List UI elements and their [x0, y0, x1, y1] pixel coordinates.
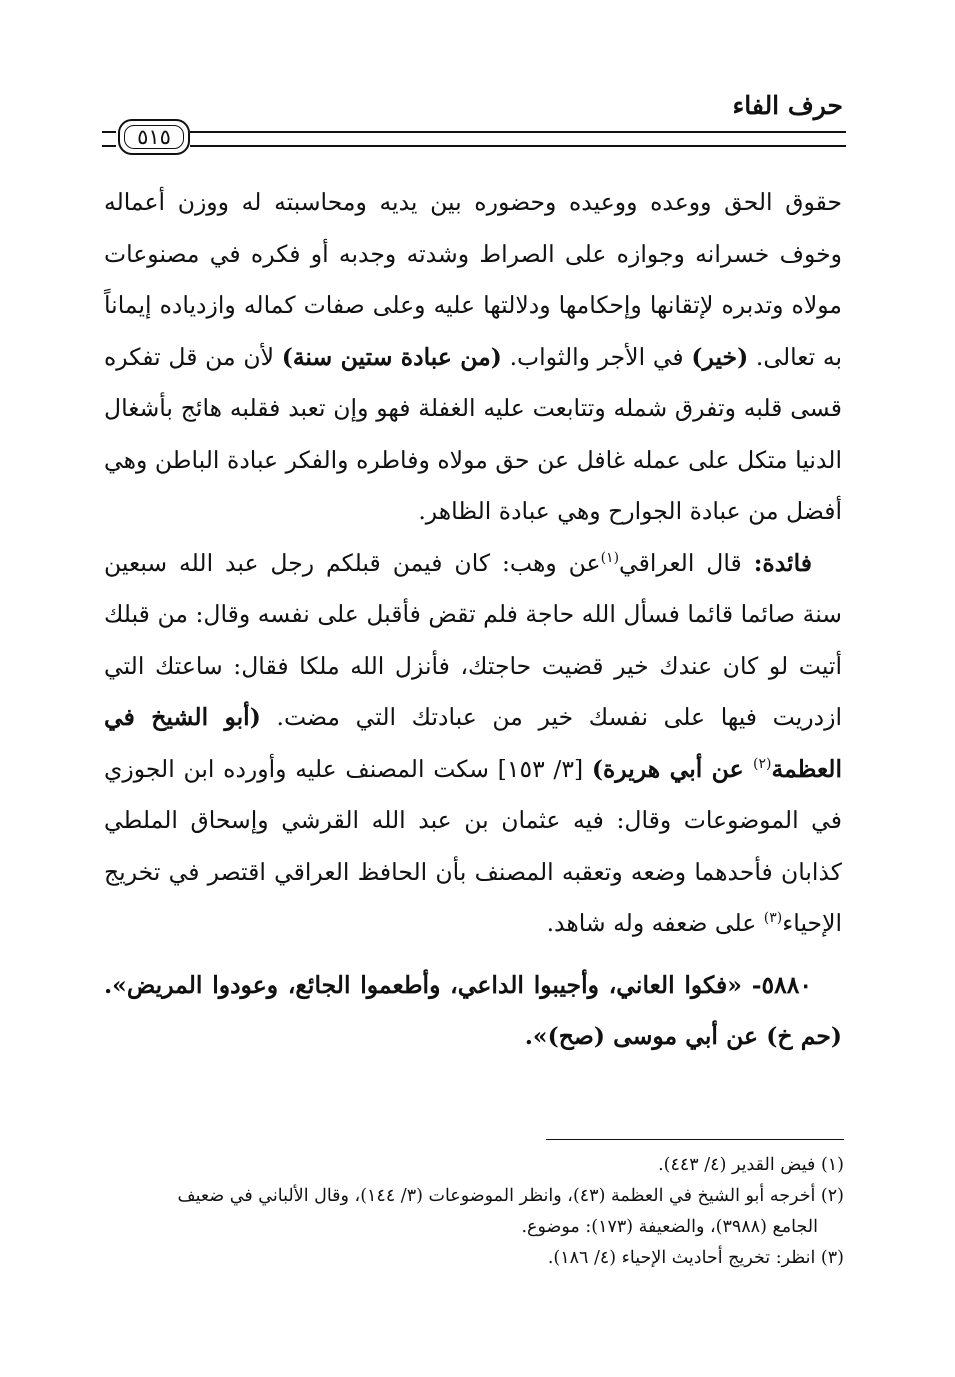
bold-phrase: عن أبي هريرة) — [591, 754, 754, 783]
page-number-frame — [118, 119, 190, 155]
main-text — [104, 177, 842, 1063]
page-number: ٥١٥ — [137, 125, 171, 149]
header-double-rule-left — [102, 131, 116, 147]
text-run: حقوق الحق ووعده ووعيده وحضوره بين يديه ومحاسبته له ووزن أعماله وخوف خسرانه وجوازه على الصراط وشدته وجدبه أو فكره في مصنوعات مولاه وتدبره لإتقانها وإحكامها ودلالتها عليه وعلى صفات كماله وازدياده إيماناً به تعالى. — [104, 188, 843, 371]
text-run: على ضعفه وله شاهد. — [546, 909, 764, 937]
text-run: في الأجر والثواب. — [501, 342, 692, 371]
text-run: قال العراقي — [619, 548, 754, 577]
footnote-ref[interactable]: (١) — [600, 549, 620, 566]
footnote-separator — [546, 1139, 844, 1140]
footnotes — [104, 1150, 844, 1274]
faida-label: فائدة: — [753, 548, 812, 577]
footnote-3: (٣) انظر: تخريج أحاديث الإحياء (٤/ ١٨٦). — [547, 1248, 844, 1268]
text-run: عن وهب: كان فيمن قبلكم رجل عبد الله سبعين سنة صائما قائما فسأل الله حاجة فلم تقض فأقبل على نفسه وقال: من قبلك أتيت لو كان عندك خير قضيت حاجتك، فأنزل الله ملكا فقال: ساعتك التي ازدريت فيها على نفسك خير من عبادتك التي مضت. — [104, 548, 842, 731]
bold-phrase: (من عبادة ستين سنة) — [281, 342, 502, 371]
footnote-ref[interactable]: (٢) — [753, 755, 772, 772]
footnote-ref[interactable]: (٣) — [763, 910, 783, 926]
bold-phrase: (خير) — [691, 342, 749, 371]
text-run: [٣/ ١٥٣] سكت المصنف عليه وأورده ابن الجوزي في الموضوعات وقال: فيه عثمان بن عبد الله القرشي وإسحاق الملطي كذابان فأحدهما وضعه وتعقبه المصنف بأن الحافظ العراقي اقتصر في تخريج الإحياء — [104, 754, 842, 937]
hadith-entry — [104, 960, 842, 1063]
text-run: لأن من قل تفكره قسى قلبه وتفرق شمله وتتابعت عليه الغفلة فهو وإن تعبد فقلبه هائج بأشغال الدنيا متكل على عمله غافل عن حق مولاه وفاطره والفكر عبادة الباطن وهي أفضل من عبادة الجوارح وهي عبادة الظاهر. — [104, 342, 842, 525]
paragraph-faida — [104, 538, 842, 950]
footnote-2-continued: الجامع (٣٩٨٨)، والضعيفة (١٧٣): موضوع. — [521, 1217, 818, 1237]
bold-phrase: (أبو الشيخ في العظمة — [104, 703, 842, 783]
footnote-2: (٢) أخرجه أبو الشيخ في العظمة (٤٣)، وانظر الموضوعات (٣/ ١٤٤)، وقال الألباني في ضعيف — [177, 1186, 844, 1206]
paragraph-commentary — [104, 177, 842, 538]
chapter-title: حرف الفاء — [732, 91, 843, 120]
hadith-number: ٥٨٨٠- — [751, 970, 812, 999]
hadith-text: «فكوا العاني، وأجيبوا الداعي، وأطعموا الجائع، وعودوا المريض». — [104, 970, 752, 999]
header-double-rule — [190, 131, 846, 147]
footnote-1: (١) فيض القدير (٤/ ٤٤٣). — [658, 1155, 844, 1175]
hadith-source: (حم خ) عن أبي موسى (صح)». — [524, 1022, 842, 1050]
